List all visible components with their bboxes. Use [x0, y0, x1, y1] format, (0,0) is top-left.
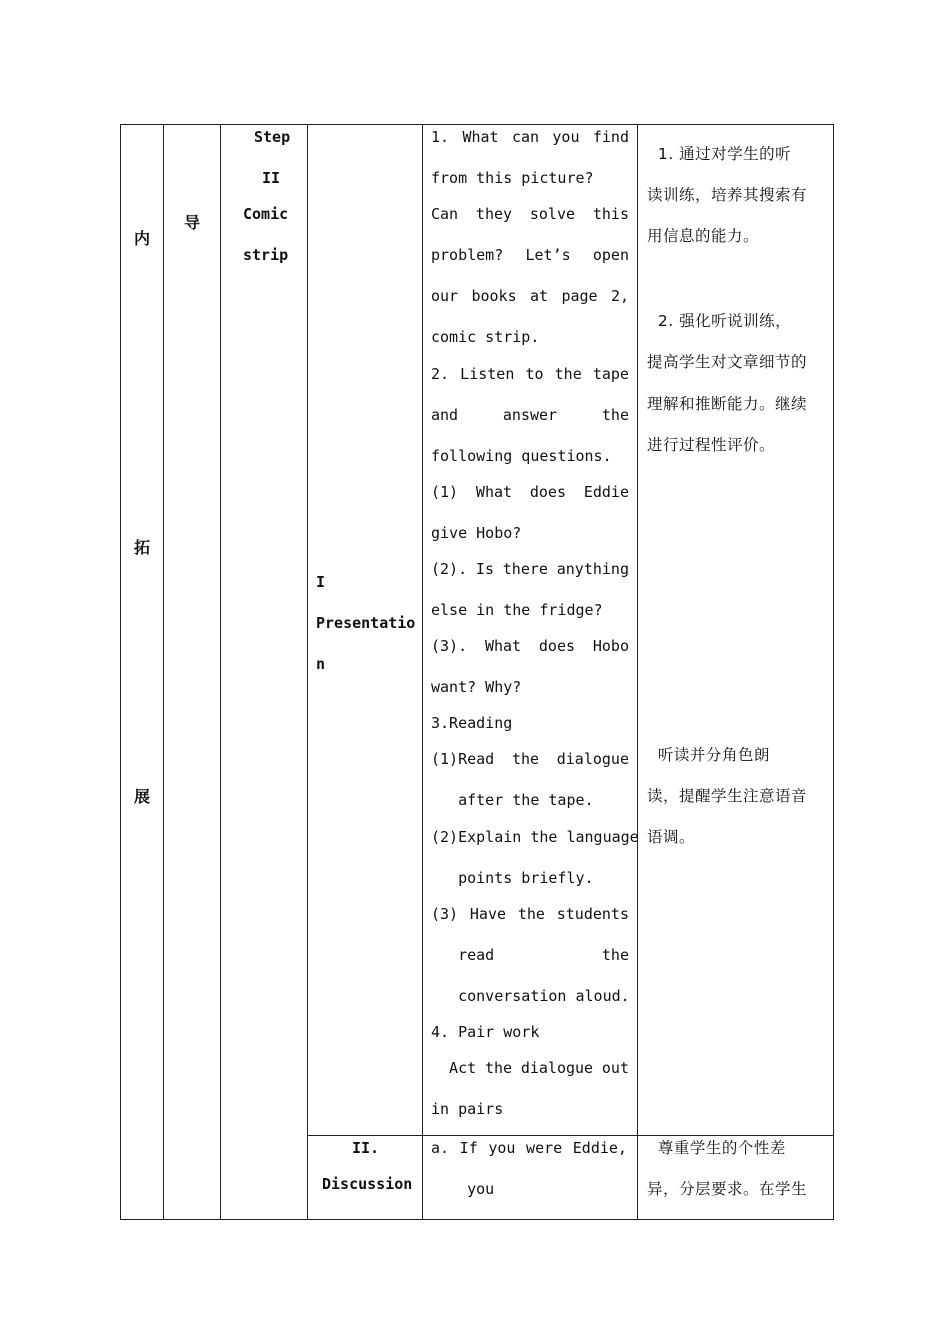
word: anything — [556, 560, 629, 578]
word: the — [601, 406, 629, 424]
word: out — [601, 1059, 629, 1077]
word: find — [592, 128, 629, 146]
section-title-2: strip — [243, 246, 289, 264]
word: dialogue — [556, 750, 629, 768]
purpose-note-line: 读训练，培养其搜索有 — [647, 186, 808, 204]
word: (3). — [431, 637, 468, 655]
col1-char-3: 展 — [134, 787, 151, 806]
procedure-line: points briefly. — [431, 869, 594, 887]
discussion-line: you — [431, 1180, 495, 1198]
word: Have — [469, 905, 507, 923]
procedure-line — [431, 935, 629, 976]
word: Eddie — [583, 483, 629, 501]
column-divider — [163, 125, 164, 1219]
word: read — [431, 946, 495, 964]
word: Let’s — [525, 246, 571, 264]
word: this — [592, 205, 629, 223]
word: our — [431, 287, 459, 305]
purpose-note-line: 提高学生对文章细节的 — [647, 353, 808, 371]
presentation-line: I — [316, 573, 326, 591]
word: the — [601, 946, 629, 964]
procedure-line: else in the fridge? — [431, 601, 603, 619]
procedure-line — [431, 626, 629, 667]
discussion-line: Discussion — [322, 1175, 413, 1193]
presentation-line: n — [316, 655, 326, 673]
purpose-note-line: 异，分层要求。在学生 — [647, 1180, 808, 1198]
word: What — [475, 483, 513, 501]
word: the — [554, 365, 582, 383]
purpose-note-line: 2. 强化听说训练， — [647, 312, 792, 330]
word: Is — [475, 560, 494, 578]
procedure-line — [431, 549, 629, 590]
word: does — [538, 637, 576, 655]
procedure-line — [431, 1048, 629, 1089]
procedure-line: following questions. — [431, 447, 612, 465]
word: Eddie, — [572, 1139, 627, 1157]
procedure-line — [431, 472, 629, 513]
word: problem? — [431, 246, 504, 264]
purpose-note-line: 语调。 — [647, 828, 696, 846]
procedure-line — [431, 117, 629, 158]
word: 2. — [431, 365, 450, 383]
word: at — [530, 287, 549, 305]
procedure-line: in pairs — [431, 1100, 504, 1118]
procedure-line — [431, 894, 629, 935]
col2-char: 导 — [184, 213, 201, 232]
word: 2, — [610, 287, 629, 305]
purpose-note-line: 读，提醒学生注意语音 — [647, 787, 808, 805]
word: the — [517, 905, 545, 923]
word: Hobo — [592, 637, 629, 655]
word: Act — [431, 1059, 477, 1077]
word: books — [471, 287, 517, 305]
word: (2). — [431, 560, 468, 578]
word: to — [525, 365, 544, 383]
procedure-line — [431, 354, 629, 395]
word: What — [462, 128, 499, 146]
word: dialogue — [520, 1059, 594, 1077]
presentation-line: Presentatio — [316, 614, 416, 632]
word: can — [511, 128, 540, 146]
word: Can — [431, 205, 459, 223]
word: If — [459, 1139, 478, 1157]
word: they — [475, 205, 513, 223]
word: and — [431, 406, 459, 424]
purpose-note-line: 听读并分角色朗 — [647, 746, 770, 764]
word: does — [529, 483, 566, 501]
word: answer — [502, 406, 558, 424]
procedure-line — [431, 276, 629, 317]
step-number: II — [262, 169, 281, 187]
procedure-line: after the tape. — [431, 791, 594, 809]
procedure-line: from this picture? — [431, 169, 594, 187]
procedure-line: give Hobo? — [431, 524, 522, 542]
column-divider — [422, 125, 423, 1219]
column-divider — [220, 125, 221, 1219]
discussion-line — [431, 1128, 627, 1169]
procedure-line — [431, 235, 629, 276]
procedure-line: conversation aloud. — [431, 987, 630, 1005]
word: 1. — [431, 128, 450, 146]
word: students — [556, 905, 629, 923]
column-divider — [637, 125, 638, 1219]
procedure-line: 4. Pair work — [431, 1023, 540, 1041]
purpose-note-line: 尊重学生的个性差 — [647, 1139, 786, 1157]
procedure-line — [431, 395, 629, 436]
procedure-line: want? Why? — [431, 678, 522, 696]
word: (1)Read — [431, 750, 495, 768]
procedure-line: 3.Reading — [431, 714, 513, 732]
word: (1) — [431, 483, 459, 501]
purpose-note-line: 进行过程性评价。 — [647, 436, 776, 454]
procedure-line: (2)Explain the language — [431, 828, 639, 846]
word: you — [552, 128, 580, 146]
step-label: Step — [254, 128, 291, 146]
word: tape — [592, 365, 629, 383]
col1-char-2: 拓 — [134, 538, 151, 557]
procedure-line — [431, 739, 629, 780]
procedure-line — [431, 194, 629, 235]
word: open — [592, 246, 629, 264]
word: solve — [529, 205, 576, 223]
purpose-note-line: 1. 通过对学生的听 — [647, 145, 792, 163]
word: the — [511, 750, 540, 768]
word: there — [502, 560, 548, 578]
word: page — [561, 287, 598, 305]
word: were — [526, 1139, 563, 1157]
word: you — [488, 1139, 516, 1157]
section-title-1: Comic — [243, 205, 289, 223]
word: (3) — [431, 905, 459, 923]
word: Listen — [460, 365, 515, 383]
discussion-line: II. — [352, 1139, 380, 1157]
word: What — [484, 637, 522, 655]
word: the — [484, 1059, 513, 1077]
purpose-note-line: 理解和推断能力。继续 — [647, 395, 808, 413]
procedure-line: comic strip. — [431, 328, 540, 346]
word: a. — [431, 1139, 450, 1157]
purpose-note-line: 用信息的能力。 — [647, 227, 760, 245]
column-divider — [307, 125, 308, 1219]
col1-char-1: 内 — [134, 229, 151, 248]
